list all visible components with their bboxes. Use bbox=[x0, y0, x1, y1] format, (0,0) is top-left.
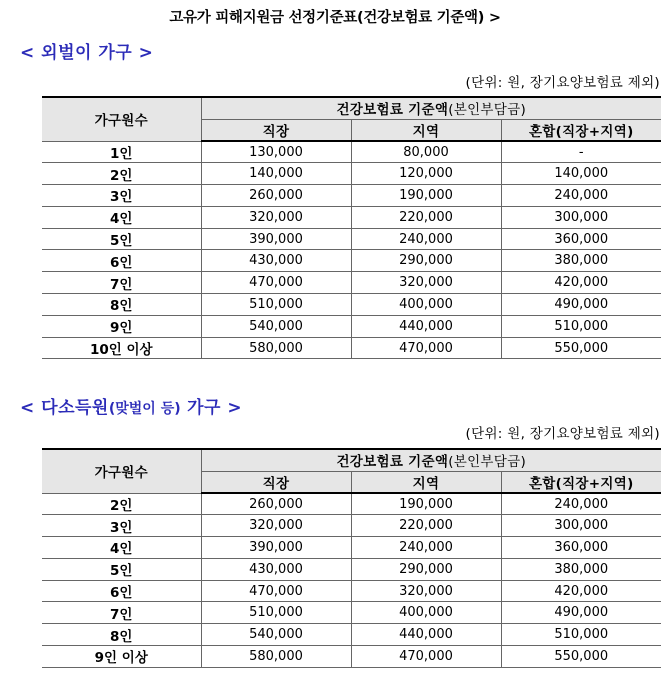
household-size-cell: 3인 bbox=[42, 185, 201, 207]
header-premium-label: 건강보험료 기준액 bbox=[336, 454, 449, 471]
regional-cell: 440,000 bbox=[351, 315, 501, 337]
household-size-cell: 4인 bbox=[42, 537, 201, 559]
mixed-cell: 420,000 bbox=[501, 580, 661, 602]
table-row bbox=[42, 493, 661, 515]
regional-cell: 220,000 bbox=[351, 206, 501, 228]
household-size-cell: 2인 bbox=[42, 493, 201, 515]
heading-main: < 다소득원 bbox=[20, 398, 109, 418]
header-workplace: 직장 bbox=[201, 471, 351, 493]
workplace-cell: 430,000 bbox=[201, 558, 351, 580]
header-mixed: 혼합(직장+지역) bbox=[501, 471, 661, 493]
mixed-cell: 420,000 bbox=[501, 272, 661, 294]
unit-note: (단위: 원, 장기요양보험료 제외) bbox=[465, 75, 660, 91]
mixed-cell: 240,000 bbox=[501, 493, 661, 515]
criteria-table-single-earner bbox=[42, 96, 661, 359]
workplace-cell: 130,000 bbox=[201, 141, 351, 163]
regional-cell: 240,000 bbox=[351, 537, 501, 559]
regional-cell: 470,000 bbox=[351, 646, 501, 668]
household-size-cell: 5인 bbox=[42, 228, 201, 250]
household-size-cell: 4인 bbox=[42, 206, 201, 228]
regional-cell: 190,000 bbox=[351, 493, 501, 515]
table-row bbox=[42, 580, 661, 602]
regional-cell: 290,000 bbox=[351, 250, 501, 272]
regional-cell: 120,000 bbox=[351, 163, 501, 185]
mixed-cell: 510,000 bbox=[501, 315, 661, 337]
table-row bbox=[42, 272, 661, 294]
mixed-cell: 300,000 bbox=[501, 206, 661, 228]
workplace-cell: 140,000 bbox=[201, 163, 351, 185]
mixed-cell: 550,000 bbox=[501, 646, 661, 668]
mixed-cell: 140,000 bbox=[501, 163, 661, 185]
table-row bbox=[42, 206, 661, 228]
table-row bbox=[42, 228, 661, 250]
workplace-cell: 510,000 bbox=[201, 602, 351, 624]
household-size-cell: 8인 bbox=[42, 624, 201, 646]
table-row bbox=[42, 141, 661, 163]
header-premium-paren: (본인부담금) bbox=[448, 454, 527, 471]
mixed-cell: - bbox=[501, 141, 661, 163]
table-row bbox=[42, 163, 661, 185]
household-size-cell: 6인 bbox=[42, 250, 201, 272]
regional-cell: 440,000 bbox=[351, 624, 501, 646]
workplace-cell: 390,000 bbox=[201, 537, 351, 559]
header-regional: 지역 bbox=[351, 471, 501, 493]
workplace-cell: 470,000 bbox=[201, 272, 351, 294]
page-title: 고유가 피해지원금 선정기준표(건강보험료 기준액) > bbox=[169, 10, 501, 26]
workplace-cell: 510,000 bbox=[201, 294, 351, 316]
household-size-cell: 7인 bbox=[42, 272, 201, 294]
table-row bbox=[42, 315, 661, 337]
table-row bbox=[42, 602, 661, 624]
workplace-cell: 320,000 bbox=[201, 206, 351, 228]
table-row bbox=[42, 294, 661, 316]
workplace-cell: 320,000 bbox=[201, 515, 351, 537]
workplace-cell: 580,000 bbox=[201, 646, 351, 668]
regional-cell: 190,000 bbox=[351, 185, 501, 207]
header-regional: 지역 bbox=[351, 119, 501, 141]
household-size-cell: 8인 bbox=[42, 294, 201, 316]
regional-cell: 220,000 bbox=[351, 515, 501, 537]
table-row bbox=[42, 250, 661, 272]
regional-cell: 320,000 bbox=[351, 272, 501, 294]
regional-cell: 80,000 bbox=[351, 141, 501, 163]
regional-cell: 240,000 bbox=[351, 228, 501, 250]
workplace-cell: 470,000 bbox=[201, 580, 351, 602]
mixed-cell: 490,000 bbox=[501, 602, 661, 624]
regional-cell: 470,000 bbox=[351, 337, 501, 359]
table-row bbox=[42, 646, 661, 668]
household-size-cell: 5인 bbox=[42, 558, 201, 580]
header-mixed: 혼합(직장+지역) bbox=[501, 119, 661, 141]
mixed-cell: 510,000 bbox=[501, 624, 661, 646]
household-size-cell: 3인 bbox=[42, 515, 201, 537]
workplace-cell: 540,000 bbox=[201, 315, 351, 337]
mixed-cell: 360,000 bbox=[501, 537, 661, 559]
household-size-cell: 9인 bbox=[42, 315, 201, 337]
header-premium-group bbox=[201, 449, 661, 471]
workplace-cell: 430,000 bbox=[201, 250, 351, 272]
mixed-cell: 490,000 bbox=[501, 294, 661, 316]
section-heading-multi-earner bbox=[20, 393, 242, 418]
criteria-table-multi-earner bbox=[42, 448, 661, 668]
household-size-cell: 2인 bbox=[42, 163, 201, 185]
regional-cell: 320,000 bbox=[351, 580, 501, 602]
household-size-cell: 10인 이상 bbox=[42, 337, 201, 359]
header-household-size: 가구원수 bbox=[42, 97, 201, 141]
mixed-cell: 380,000 bbox=[501, 558, 661, 580]
table-row bbox=[42, 515, 661, 537]
heading-note: (맞벌이 등) bbox=[108, 401, 181, 417]
header-household-size: 가구원수 bbox=[42, 449, 201, 493]
household-size-cell: 6인 bbox=[42, 580, 201, 602]
table-row bbox=[42, 337, 661, 359]
header-workplace: 직장 bbox=[201, 119, 351, 141]
regional-cell: 400,000 bbox=[351, 294, 501, 316]
section-heading-single-earner: < 외벌이 가구 > bbox=[20, 43, 154, 63]
mixed-cell: 380,000 bbox=[501, 250, 661, 272]
workplace-cell: 390,000 bbox=[201, 228, 351, 250]
mixed-cell: 300,000 bbox=[501, 515, 661, 537]
regional-cell: 290,000 bbox=[351, 558, 501, 580]
mixed-cell: 360,000 bbox=[501, 228, 661, 250]
workplace-cell: 540,000 bbox=[201, 624, 351, 646]
mixed-cell: 550,000 bbox=[501, 337, 661, 359]
workplace-cell: 260,000 bbox=[201, 493, 351, 515]
household-size-cell: 7인 bbox=[42, 602, 201, 624]
header-premium-group bbox=[201, 97, 661, 119]
mixed-cell: 240,000 bbox=[501, 185, 661, 207]
unit-note: (단위: 원, 장기요양보험료 제외) bbox=[465, 426, 660, 442]
header-premium-label: 건강보험료 기준액 bbox=[336, 102, 449, 119]
table-row bbox=[42, 537, 661, 559]
workplace-cell: 580,000 bbox=[201, 337, 351, 359]
regional-cell: 400,000 bbox=[351, 602, 501, 624]
table-row bbox=[42, 624, 661, 646]
household-size-cell: 1인 bbox=[42, 141, 201, 163]
workplace-cell: 260,000 bbox=[201, 185, 351, 207]
heading-suffix: 가구 > bbox=[187, 398, 243, 418]
household-size-cell: 9인 이상 bbox=[42, 646, 201, 668]
table-row bbox=[42, 558, 661, 580]
header-premium-paren: (본인부담금) bbox=[448, 102, 527, 119]
table-row bbox=[42, 185, 661, 207]
